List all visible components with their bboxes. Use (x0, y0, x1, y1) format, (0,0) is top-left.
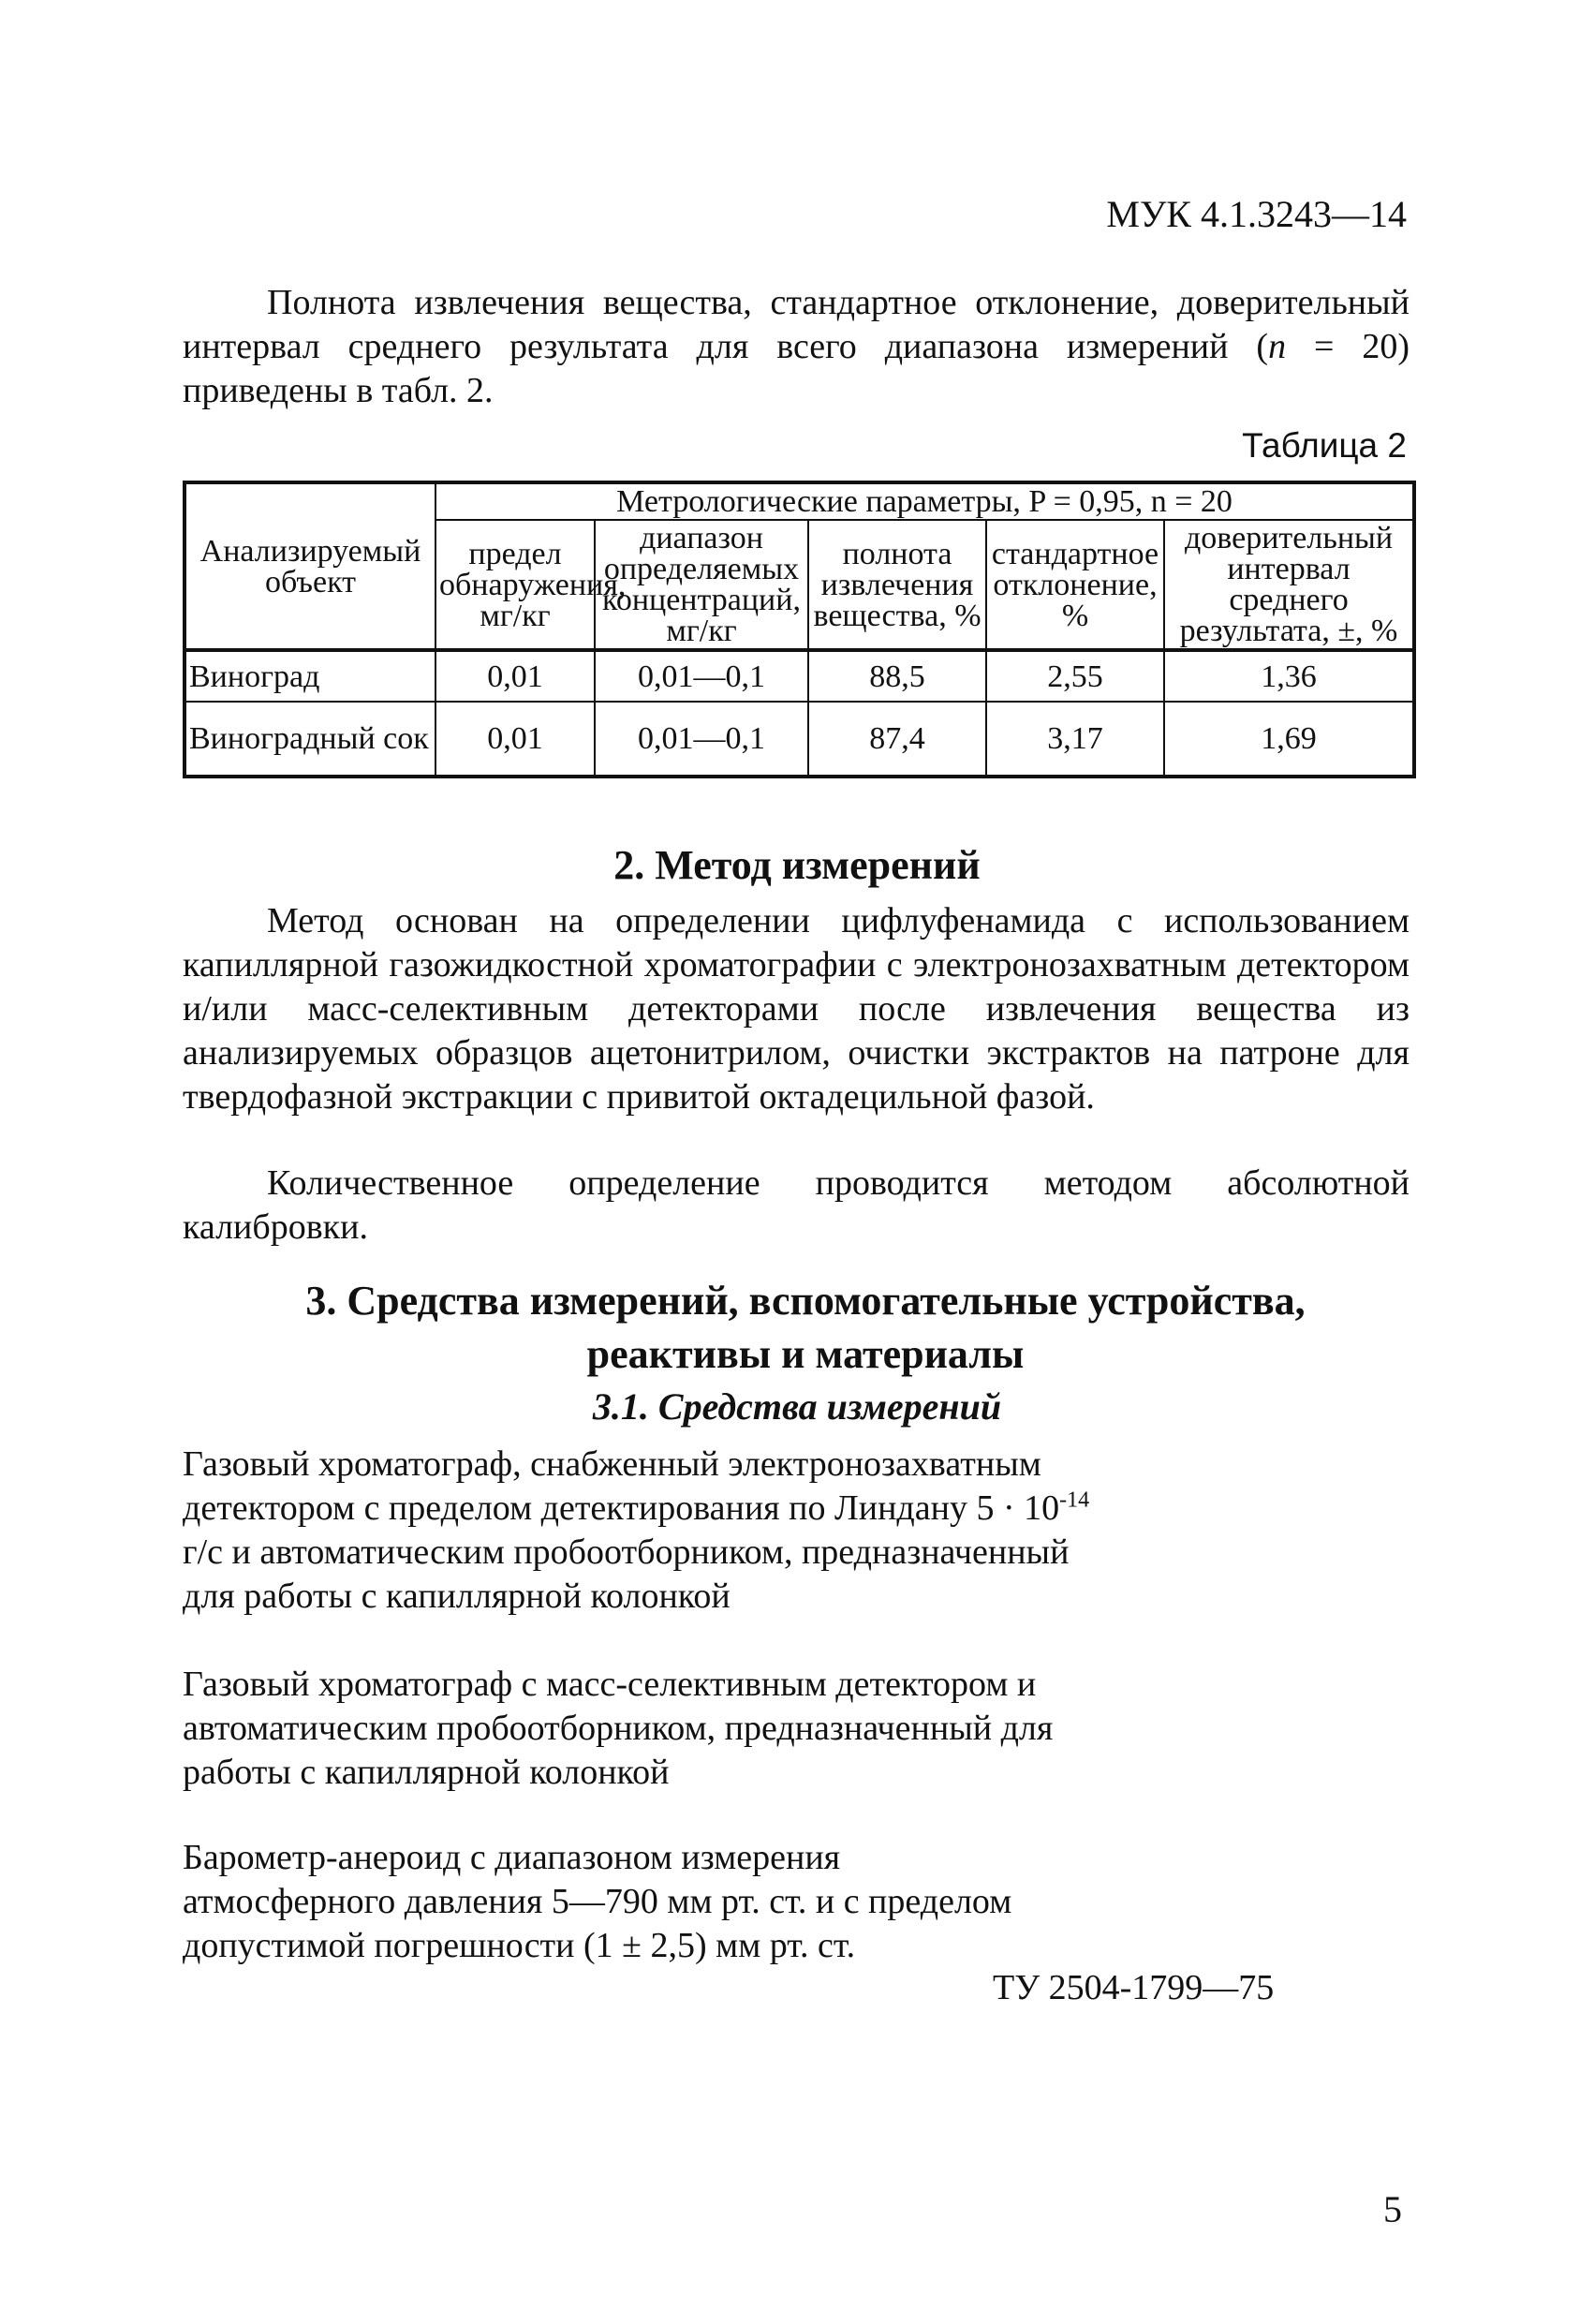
intro-paragraph: Полнота извлечения вещества, стандартное отклонение, доверительный интервал среднего результата для всего диапазона измерений (n = 20) приведены в табл. 2. (183, 283, 1410, 410)
column-header: доверительный интервал среднего результата, ±, % (1164, 520, 1414, 650)
column-header: предел обнаружения, мг/кг (435, 520, 595, 650)
table-label: Таблица 2 (1242, 426, 1407, 465)
table-cell: 1,69 (1164, 702, 1414, 777)
table-cell: 0,01—0,1 (595, 650, 808, 702)
equipment-item: Газовый хроматограф, снабженный электронозахватным детектором с пределом детектирования по Линдану $5 \cdot 10^{-14}$ г/с и автоматическим пробоотборником, предназначенный для работы с капиллярной колонкой (183, 1444, 1090, 1616)
column-header: стандартное отклонение, % (986, 520, 1164, 650)
method-paragraph: Метод основан на определении цифлуфенамида с использованием капиллярной газожидкостной хроматографии с электронозахватным детектором и/или масс-селективным детекторами после извлечения вещества из анализируемых образцов ацетонитрилом, очистки экстрактов на патроне для твердофазной экстракции с привитой октадецильной фазой. (183, 901, 1410, 1117)
table-cell: 0,01 (435, 702, 595, 777)
object-header: Анализируемый объект (184, 482, 435, 650)
table-cell: 87,4 (808, 702, 986, 777)
row-object: Виноград (184, 650, 435, 702)
section-heading: 2. Метод измерений (613, 842, 981, 888)
table-cell: 0,01 (435, 650, 595, 702)
equipment-item: Барометр-анероид с диапазоном измерения атмосферного давления 5—790 мм рт. ст. и с пределом допустимой погрешности (1 ± 2,5) мм рт. ст. (183, 1838, 1012, 1965)
calibration-paragraph: Количественное определение проводится методом абсолютной калибровки. (183, 1163, 1410, 1247)
table-cell: 88,5 (808, 650, 986, 702)
column-header: полнота извлечения вещества, % (808, 520, 986, 650)
metrology-table (183, 481, 1416, 778)
equipment-reference: ТУ 2504-1799—75 (993, 1968, 1275, 2007)
document-code: МУК 4.1.3243—14 (1106, 193, 1407, 235)
equipment-item: Газовый хроматограф с масс-селективным детектором и автоматическим пробоотборником, предназначенный для работы с капиллярной колонкой (183, 1665, 1054, 1792)
page-number: 5 (1383, 2188, 1402, 2230)
table-cell: 3,17 (986, 702, 1164, 777)
column-header: диапазон определяемых концентраций, мг/кг (595, 520, 808, 650)
group-header: Метрологические параметры, P = 0,95, n = 20 (435, 482, 1414, 520)
subsection-heading: 3.1. Средства измерений (592, 1385, 1002, 1428)
table-cell: 2,55 (986, 650, 1164, 702)
table-cell: 1,36 (1164, 650, 1414, 702)
table-row (184, 702, 1414, 777)
row-object: Виноградный сок (184, 702, 435, 777)
section-heading: 3. Средства измерений, вспомогательные устройства, реактивы и материалы (305, 1278, 1306, 1377)
table-cell: 0,01—0,1 (595, 702, 808, 777)
table-row (184, 650, 1414, 702)
